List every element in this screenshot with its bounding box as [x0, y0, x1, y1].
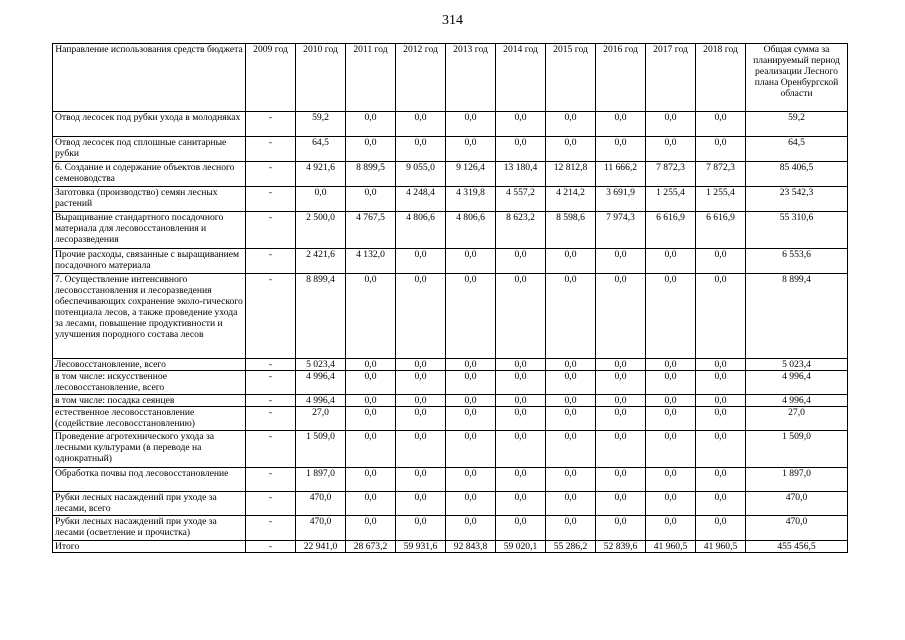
- year-value-cell: 0,0: [646, 431, 696, 468]
- year-value-cell: 0,0: [646, 137, 696, 162]
- year-value-cell: 0,0: [596, 112, 646, 137]
- year-value-cell: 0,0: [696, 371, 746, 395]
- year-value-cell: -: [246, 395, 296, 407]
- year-value-cell: 0,0: [496, 516, 546, 541]
- year-value-cell: 0,0: [346, 112, 396, 137]
- year-value-cell: 0,0: [696, 516, 746, 541]
- year-value-cell: -: [246, 492, 296, 516]
- table-row: [53, 468, 848, 492]
- year-value-cell: 0,0: [446, 112, 496, 137]
- table-row: [53, 359, 848, 371]
- year-value-cell: 0,0: [396, 137, 446, 162]
- direction-cell: 6. Создание и содержание объектов лесного семеноводства: [53, 162, 246, 187]
- direction-cell: Отвод лесосек под сплошные санитарные рубки: [53, 137, 246, 162]
- total-cell: 1 897,0: [746, 468, 848, 492]
- total-cell: 23 542,3: [746, 187, 848, 212]
- year-value-cell: 0,0: [546, 249, 596, 274]
- table-row: [53, 431, 848, 468]
- year-value-cell: 0,0: [496, 371, 546, 395]
- direction-cell: Отвод лесосек под рубки ухода в молодняках: [53, 112, 246, 137]
- direction-cell: Рубки лесных насаждений при уходе за лесами, всего: [53, 492, 246, 516]
- year-value-cell: -: [246, 274, 296, 359]
- year-value-cell: 1 255,4: [696, 187, 746, 212]
- year-value-cell: 0,0: [296, 187, 346, 212]
- header-cell: Общая сумма за планируемый период реализации Лесного плана Оренбургской области: [746, 44, 848, 112]
- year-value-cell: 0,0: [596, 492, 646, 516]
- year-value-cell: 0,0: [596, 516, 646, 541]
- year-value-cell: 8 899,4: [296, 274, 346, 359]
- header-cell: 2011 год: [346, 44, 396, 112]
- budget-table: [52, 43, 848, 553]
- year-value-cell: 4 806,6: [446, 212, 496, 249]
- total-cell: 4 996,4: [746, 371, 848, 395]
- year-value-cell: 0,0: [446, 359, 496, 371]
- year-value-cell: 0,0: [346, 359, 396, 371]
- year-value-cell: 0,0: [646, 274, 696, 359]
- direction-cell: 7. Осуществление интенсивного лесовосстановления и лесоразведения обеспечивающих сохранение эколо-гического потенциала лесов, а также проведение ухода за лесами, повышение продуктивности и улучшения породного состава лесов: [53, 274, 246, 359]
- year-value-cell: 4 767,5: [346, 212, 396, 249]
- year-value-cell: 0,0: [446, 371, 496, 395]
- year-value-cell: 0,0: [446, 468, 496, 492]
- total-cell: 6 553,6: [746, 249, 848, 274]
- year-value-cell: 4 996,4: [296, 395, 346, 407]
- total-cell: 470,0: [746, 492, 848, 516]
- year-value-cell: 4 248,4: [396, 187, 446, 212]
- year-value-cell: -: [246, 137, 296, 162]
- year-value-cell: 0,0: [496, 407, 546, 431]
- header-cell: 2014 год: [496, 44, 546, 112]
- year-value-cell: 0,0: [346, 468, 396, 492]
- year-value-cell: 0,0: [596, 137, 646, 162]
- table-row: [53, 395, 848, 407]
- year-value-cell: 0,0: [346, 395, 396, 407]
- total-cell: 8 899,4: [746, 274, 848, 359]
- year-value-cell: 0,0: [646, 468, 696, 492]
- year-value-cell: 8 598,6: [546, 212, 596, 249]
- year-value-cell: 0,0: [446, 492, 496, 516]
- direction-cell: в том числе: посадка сеянцев: [53, 395, 246, 407]
- table-row: [53, 516, 848, 541]
- year-value-cell: 0,0: [496, 468, 546, 492]
- year-value-cell: 0,0: [646, 492, 696, 516]
- year-value-cell: 1 509,0: [296, 431, 346, 468]
- year-value-cell: 0,0: [396, 274, 446, 359]
- total-cell: 85 406,5: [746, 162, 848, 187]
- year-value-cell: -: [246, 162, 296, 187]
- year-value-cell: 0,0: [496, 249, 546, 274]
- year-value-cell: 0,0: [546, 112, 596, 137]
- table-row: [53, 371, 848, 395]
- year-value-cell: 0,0: [646, 112, 696, 137]
- direction-cell: Итого: [53, 541, 246, 553]
- year-value-cell: 4 921,6: [296, 162, 346, 187]
- year-value-cell: 0,0: [396, 492, 446, 516]
- year-value-cell: 2 500,0: [296, 212, 346, 249]
- total-cell: 27,0: [746, 407, 848, 431]
- year-value-cell: -: [246, 249, 296, 274]
- year-value-cell: 0,0: [646, 359, 696, 371]
- total-cell: 64,5: [746, 137, 848, 162]
- year-value-cell: 12 812,8: [546, 162, 596, 187]
- year-value-cell: 0,0: [546, 274, 596, 359]
- direction-cell: Прочие расходы, связанные с выращиванием посадочного материала: [53, 249, 246, 274]
- table-row: [53, 162, 848, 187]
- year-value-cell: 0,0: [696, 249, 746, 274]
- table-row: [53, 274, 848, 359]
- year-value-cell: 27,0: [296, 407, 346, 431]
- year-value-cell: 5 023,4: [296, 359, 346, 371]
- year-value-cell: 22 941,0: [296, 541, 346, 553]
- year-value-cell: 0,0: [596, 468, 646, 492]
- year-value-cell: 6 616,9: [646, 212, 696, 249]
- year-value-cell: 0,0: [546, 359, 596, 371]
- table-row: [53, 407, 848, 431]
- year-value-cell: 0,0: [546, 516, 596, 541]
- year-value-cell: 0,0: [396, 431, 446, 468]
- year-value-cell: 7 974,3: [596, 212, 646, 249]
- header-cell: 2012 год: [396, 44, 446, 112]
- year-value-cell: 7 872,3: [646, 162, 696, 187]
- total-cell: 1 509,0: [746, 431, 848, 468]
- table-row: [53, 212, 848, 249]
- direction-cell: естественное лесовосстановление (содействие лесовосстановлению): [53, 407, 246, 431]
- header-cell: 2015 год: [546, 44, 596, 112]
- year-value-cell: -: [246, 407, 296, 431]
- year-value-cell: 0,0: [546, 137, 596, 162]
- year-value-cell: 0,0: [446, 395, 496, 407]
- year-value-cell: 8 623,2: [496, 212, 546, 249]
- year-value-cell: 0,0: [696, 112, 746, 137]
- year-value-cell: 0,0: [596, 249, 646, 274]
- year-value-cell: 0,0: [496, 112, 546, 137]
- table-body: [53, 112, 848, 553]
- year-value-cell: 41 960,5: [696, 541, 746, 553]
- header-cell: 2013 год: [446, 44, 496, 112]
- year-value-cell: 59,2: [296, 112, 346, 137]
- year-value-cell: -: [246, 187, 296, 212]
- year-value-cell: 0,0: [696, 468, 746, 492]
- year-value-cell: 0,0: [496, 274, 546, 359]
- year-value-cell: 0,0: [546, 371, 596, 395]
- year-value-cell: 1 255,4: [646, 187, 696, 212]
- year-value-cell: 0,0: [596, 371, 646, 395]
- direction-cell: Заготовка (производство) семян лесных растений: [53, 187, 246, 212]
- year-value-cell: 0,0: [396, 359, 446, 371]
- header-cell: 2009 год: [246, 44, 296, 112]
- year-value-cell: 0,0: [546, 468, 596, 492]
- year-value-cell: 7 872,3: [696, 162, 746, 187]
- year-value-cell: -: [246, 516, 296, 541]
- total-cell: 59,2: [746, 112, 848, 137]
- header-cell: 2016 год: [596, 44, 646, 112]
- direction-cell: Обработка почвы под лесовосстановление: [53, 468, 246, 492]
- year-value-cell: 470,0: [296, 516, 346, 541]
- year-value-cell: 4 996,4: [296, 371, 346, 395]
- year-value-cell: 0,0: [496, 137, 546, 162]
- table-row: [53, 249, 848, 274]
- year-value-cell: 0,0: [446, 274, 496, 359]
- year-value-cell: 0,0: [596, 274, 646, 359]
- year-value-cell: -: [246, 359, 296, 371]
- year-value-cell: 0,0: [496, 395, 546, 407]
- table-row: [53, 541, 848, 553]
- year-value-cell: 4 214,2: [546, 187, 596, 212]
- year-value-cell: 0,0: [496, 492, 546, 516]
- year-value-cell: 41 960,5: [646, 541, 696, 553]
- year-value-cell: -: [246, 112, 296, 137]
- year-value-cell: 0,0: [596, 431, 646, 468]
- year-value-cell: 4 132,0: [346, 249, 396, 274]
- table-row: [53, 187, 848, 212]
- year-value-cell: 0,0: [646, 249, 696, 274]
- year-value-cell: 9 126,4: [446, 162, 496, 187]
- year-value-cell: 13 180,4: [496, 162, 546, 187]
- year-value-cell: 0,0: [696, 137, 746, 162]
- year-value-cell: 1 897,0: [296, 468, 346, 492]
- year-value-cell: -: [246, 371, 296, 395]
- year-value-cell: 4 806,6: [396, 212, 446, 249]
- header-cell: 2018 год: [696, 44, 746, 112]
- total-cell: 455 456,5: [746, 541, 848, 553]
- year-value-cell: 9 055,0: [396, 162, 446, 187]
- total-cell: 470,0: [746, 516, 848, 541]
- year-value-cell: 0,0: [446, 137, 496, 162]
- year-value-cell: 0,0: [696, 395, 746, 407]
- header-cell: 2010 год: [296, 44, 346, 112]
- year-value-cell: 3 691,9: [596, 187, 646, 212]
- direction-cell: Выращивание стандартного посадочного материала для лесовосстановления и лесоразведения: [53, 212, 246, 249]
- year-value-cell: 8 899,5: [346, 162, 396, 187]
- year-value-cell: 0,0: [646, 371, 696, 395]
- direction-cell: Лесовосстановление, всего: [53, 359, 246, 371]
- year-value-cell: 0,0: [346, 274, 396, 359]
- total-cell: 4 996,4: [746, 395, 848, 407]
- year-value-cell: 52 839,6: [596, 541, 646, 553]
- year-value-cell: 0,0: [546, 407, 596, 431]
- year-value-cell: -: [246, 431, 296, 468]
- year-value-cell: 0,0: [396, 395, 446, 407]
- page-number: 314: [442, 13, 463, 28]
- year-value-cell: 0,0: [396, 371, 446, 395]
- year-value-cell: 0,0: [696, 274, 746, 359]
- year-value-cell: 0,0: [446, 431, 496, 468]
- year-value-cell: 4 557,2: [496, 187, 546, 212]
- year-value-cell: 64,5: [296, 137, 346, 162]
- year-value-cell: 0,0: [396, 249, 446, 274]
- year-value-cell: 55 286,2: [546, 541, 596, 553]
- year-value-cell: 6 616,9: [696, 212, 746, 249]
- total-cell: 5 023,4: [746, 359, 848, 371]
- year-value-cell: 0,0: [396, 407, 446, 431]
- year-value-cell: 0,0: [346, 407, 396, 431]
- year-value-cell: -: [246, 468, 296, 492]
- year-value-cell: 11 666,2: [596, 162, 646, 187]
- year-value-cell: 0,0: [596, 395, 646, 407]
- year-value-cell: 0,0: [496, 431, 546, 468]
- year-value-cell: 0,0: [496, 359, 546, 371]
- year-value-cell: 0,0: [396, 112, 446, 137]
- year-value-cell: 0,0: [396, 516, 446, 541]
- year-value-cell: 28 673,2: [346, 541, 396, 553]
- year-value-cell: 0,0: [346, 516, 396, 541]
- year-value-cell: 0,0: [346, 137, 396, 162]
- year-value-cell: 0,0: [346, 371, 396, 395]
- total-cell: 55 310,6: [746, 212, 848, 249]
- direction-cell: Рубки лесных насаждений при уходе за лесами (осветление и прочистка): [53, 516, 246, 541]
- year-value-cell: 0,0: [346, 431, 396, 468]
- year-value-cell: 0,0: [446, 407, 496, 431]
- header-cell: Направление использования средств бюджета: [53, 44, 246, 112]
- year-value-cell: 92 843,8: [446, 541, 496, 553]
- year-value-cell: 470,0: [296, 492, 346, 516]
- year-value-cell: 0,0: [446, 249, 496, 274]
- direction-cell: Проведение агротехнического ухода за лесными культурами (в переводе на однократный): [53, 431, 246, 468]
- table-header-row: [53, 44, 848, 112]
- year-value-cell: 0,0: [346, 187, 396, 212]
- year-value-cell: 0,0: [696, 359, 746, 371]
- year-value-cell: 0,0: [646, 395, 696, 407]
- year-value-cell: -: [246, 541, 296, 553]
- year-value-cell: 0,0: [596, 359, 646, 371]
- year-value-cell: 59 931,6: [396, 541, 446, 553]
- table-row: [53, 137, 848, 162]
- year-value-cell: 0,0: [696, 492, 746, 516]
- year-value-cell: 0,0: [546, 395, 596, 407]
- year-value-cell: 4 319,8: [446, 187, 496, 212]
- direction-cell: в том числе: искусственное лесовосстановление, всего: [53, 371, 246, 395]
- year-value-cell: 2 421,6: [296, 249, 346, 274]
- year-value-cell: 0,0: [696, 431, 746, 468]
- table-row: [53, 492, 848, 516]
- year-value-cell: -: [246, 212, 296, 249]
- year-value-cell: 0,0: [596, 407, 646, 431]
- year-value-cell: 0,0: [696, 407, 746, 431]
- header-cell: 2017 год: [646, 44, 696, 112]
- year-value-cell: 0,0: [646, 516, 696, 541]
- year-value-cell: 0,0: [646, 407, 696, 431]
- year-value-cell: 59 020,1: [496, 541, 546, 553]
- year-value-cell: 0,0: [446, 516, 496, 541]
- table-row: [53, 112, 848, 137]
- year-value-cell: 0,0: [546, 492, 596, 516]
- year-value-cell: 0,0: [346, 492, 396, 516]
- year-value-cell: 0,0: [546, 431, 596, 468]
- year-value-cell: 0,0: [396, 468, 446, 492]
